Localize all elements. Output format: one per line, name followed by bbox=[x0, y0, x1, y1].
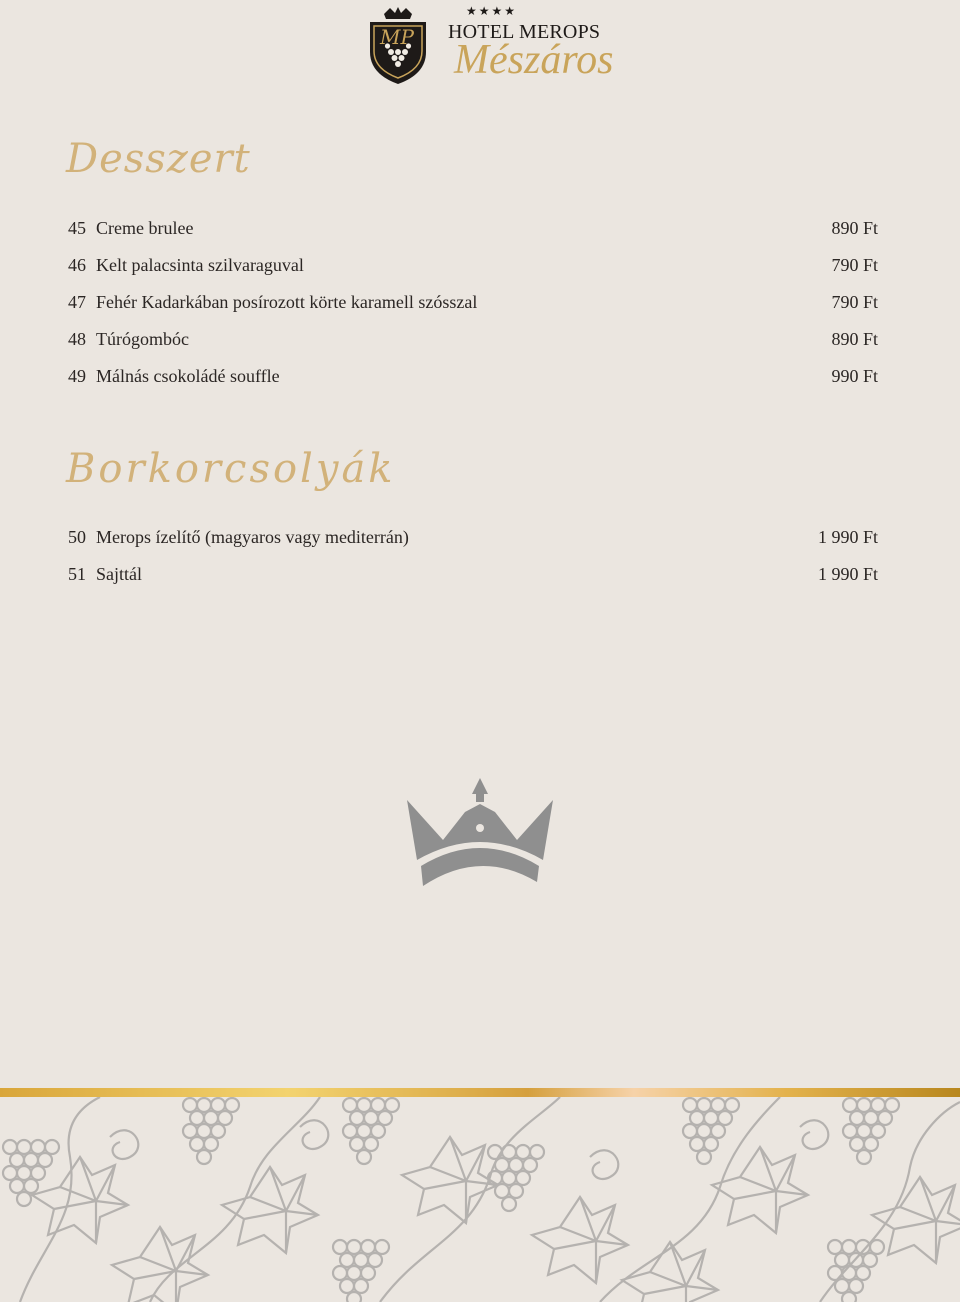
brand-name: Mészáros bbox=[454, 37, 614, 83]
item-number: 47 bbox=[68, 292, 86, 312]
item-name: Merops ízelítő (magyaros vagy mediterrán) bbox=[96, 527, 409, 547]
item-price: 790 Ft bbox=[831, 292, 878, 312]
item-name: Creme brulee bbox=[96, 218, 194, 238]
menu-list-borkorcsolyak bbox=[68, 525, 878, 599]
item-price: 990 Ft bbox=[831, 366, 878, 386]
item-number: 45 bbox=[68, 218, 86, 238]
item-price: 1 990 Ft bbox=[817, 527, 878, 547]
menu-item bbox=[68, 216, 878, 253]
menu-item bbox=[68, 327, 878, 364]
menu-list-desszert bbox=[68, 216, 878, 401]
item-price: 890 Ft bbox=[831, 329, 878, 349]
item-price: 890 Ft bbox=[831, 218, 878, 238]
item-name: Kelt palacsinta szilvaraguval bbox=[96, 255, 304, 275]
section-title-desszert: Desszert bbox=[66, 136, 251, 182]
item-number: 46 bbox=[68, 255, 86, 275]
svg-text:MP: MP bbox=[380, 25, 414, 49]
menu-item bbox=[68, 290, 878, 327]
item-name: Túrógombóc bbox=[96, 329, 189, 349]
item-name: Málnás csokoládé souffle bbox=[96, 366, 280, 386]
crown-icon bbox=[405, 778, 555, 890]
shield-emblem-icon bbox=[362, 6, 434, 86]
menu-item bbox=[68, 364, 878, 401]
hotel-stars: ★★★★ bbox=[466, 4, 518, 18]
item-price: 790 Ft bbox=[831, 255, 878, 275]
item-number: 50 bbox=[68, 527, 86, 547]
item-number: 51 bbox=[68, 564, 86, 584]
gold-divider-band bbox=[0, 1088, 960, 1097]
menu-item bbox=[68, 562, 878, 599]
item-number: 48 bbox=[68, 329, 86, 349]
section-title-borkorcsolyak: Borkorcsolyák bbox=[66, 446, 396, 492]
menu-item bbox=[68, 253, 878, 290]
menu-item bbox=[68, 525, 878, 562]
item-number: 49 bbox=[68, 366, 86, 386]
grape-vine-pattern-icon bbox=[0, 1097, 960, 1302]
item-name: Fehér Kadarkában posírozott körte karamell szósszal bbox=[96, 292, 478, 312]
hotel-name: HOTEL MEROPS bbox=[448, 21, 601, 43]
item-name: Sajttál bbox=[96, 564, 142, 584]
hotel-logo bbox=[362, 4, 614, 86]
item-price: 1 990 Ft bbox=[817, 564, 878, 584]
